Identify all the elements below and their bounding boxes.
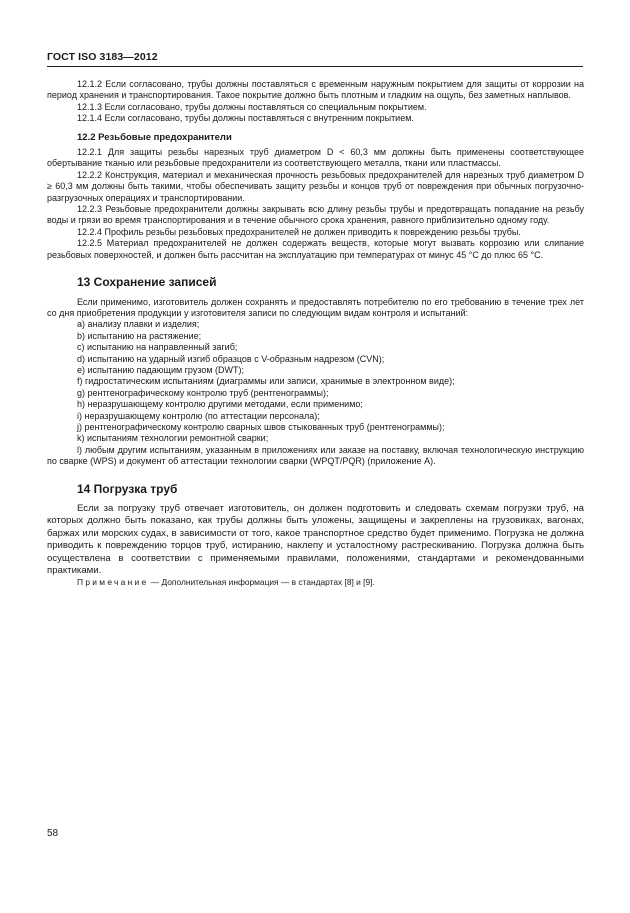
paragraph-12-2-1: 12.2.1 Для защиты резьбы нарезных труб диаметром D < 60,3 мм должны быть применены соответствующее обертывание тканью или резьбовые предохранители из соответствующего металла, ткани или пластмассы. <box>47 147 584 169</box>
list-item: j) рентгенографическому контролю сварных швов стыкованных труб (рентгенограммы); <box>77 421 445 432</box>
document-header: ГОСТ ISO 3183—2012 <box>47 51 158 63</box>
section-heading-14: 14 Погрузка труб <box>77 481 178 496</box>
paragraph-12-2-5: 12.2.5 Материал предохранителей не должен содержать веществ, которые могут вызвать коррозию или слипание резьбовых поверхностей, и должен быть рассчитан на эксплуатацию при температурах от минус 45 °С до плюс 65 °С. <box>47 238 584 260</box>
list-item: h) неразрушающему контролю другими методами, если применимо; <box>77 399 363 410</box>
paragraph-12-2-3: 12.2.3 Резьбовые предохранители должны закрывать всю длину резьбы трубы и предотвращать попадание на резьбу воды и грязи во время транспортирования и в течение обычного срока хранения, равного приблизительно одному году. <box>47 204 584 226</box>
page-content <box>47 79 584 589</box>
list-item: e) испытанию падающим грузом (DWT); <box>77 364 245 375</box>
note <box>47 577 584 588</box>
list-item: k) испытаниям технологии ремонтной сварки; <box>77 433 269 444</box>
list-item: d) испытанию на ударный изгиб образцов с V-образным надрезом (CVN); <box>77 353 385 364</box>
paragraph-12-1-3: 12.1.3 Если согласовано, трубы должны поставляться со специальным покрытием. <box>77 101 427 112</box>
list-item: g) рентгенографическому контролю труб (рентгенограммы); <box>77 387 329 398</box>
list-item: a) анализу плавки и изделия; <box>77 319 200 330</box>
paragraph-12-2-2: 12.2.2 Конструкция, материал и механическая прочность резьбовых предохранителей для нарезных труб диаметром D ≥ 60,3 мм должны быть такими, чтобы обеспечивать защиту резьбы и концов труб от повреждения при обычных погрузочно-разгрузочных операциях и транспортировании. <box>47 169 584 203</box>
note-label: Примечание <box>77 577 149 588</box>
header-rule <box>47 66 583 67</box>
note-text: — Дополнительная информация — в стандартах [8] и [9]. <box>148 577 375 588</box>
list-item: i) неразрушающему контролю (по аттестации персонала); <box>77 410 320 421</box>
list-item: l) любым другим испытаниям, указанным в приложениях или заказе на поставку, включая технологическую инструкцию по сварке (WPS) и документ об аттестации технологии сварки (WPQT/PQR) (приложение А). <box>47 444 584 467</box>
section-14-paragraph: Если за погрузку труб отвечает изготовитель, он должен подготовить и следовать схемам погрузки труб, на которых должно быть показано, как трубы должны быть уложены, защищены и закреплены на грузовиках, вагонах, баржах или морских судах, в зависимости от того, какое транспортное средство будет применимо. Погрузка не должна приводить к повреждению торцов труб, истиранию, наклепу и усталостному растрескиванию. Погрузка должна быть осуществлена в соответствии с применяемыми правилами, положениями, стандартами и рекомендованными практиками. <box>47 503 584 577</box>
paragraph-12-2-4: 12.2.4 Профиль резьбы резьбовых предохранителей не должен приводить к повреждению резьбы трубы. <box>77 226 521 237</box>
list-item: f) гидростатическим испытаниям (диаграммы или записи, хранимые в электронном виде); <box>77 376 455 387</box>
list-item: b) испытанию на растяжение; <box>77 330 202 341</box>
paragraph-12-1-4: 12.1.4 Если согласовано, трубы должны поставляться с внутренним покрытием. <box>77 113 414 124</box>
list-item: c) испытанию на направленный загиб; <box>77 342 238 353</box>
subsection-heading-12-2: 12.2 Резьбовые предохранители <box>77 131 232 143</box>
section-13-intro: Если применимо, изготовитель должен сохранять и предоставлять потребителю по его требованию в течение трех лет со дня приобретения продукции у изготовителя записи по следующим видам контроля и испытаний: <box>47 296 584 318</box>
section-heading-13: 13 Сохранение записей <box>77 275 217 290</box>
paragraph-12-1-2: 12.1.2 Если согласовано, трубы должны поставляться с временным наружным покрытием для защиты от коррозии на период хранения и транспортирования. Такое покрытие должно быть плотным и гладким на ощупь, без заметных наплывов. <box>47 79 584 101</box>
page-number: 58 <box>47 828 59 839</box>
records-list <box>47 319 584 467</box>
